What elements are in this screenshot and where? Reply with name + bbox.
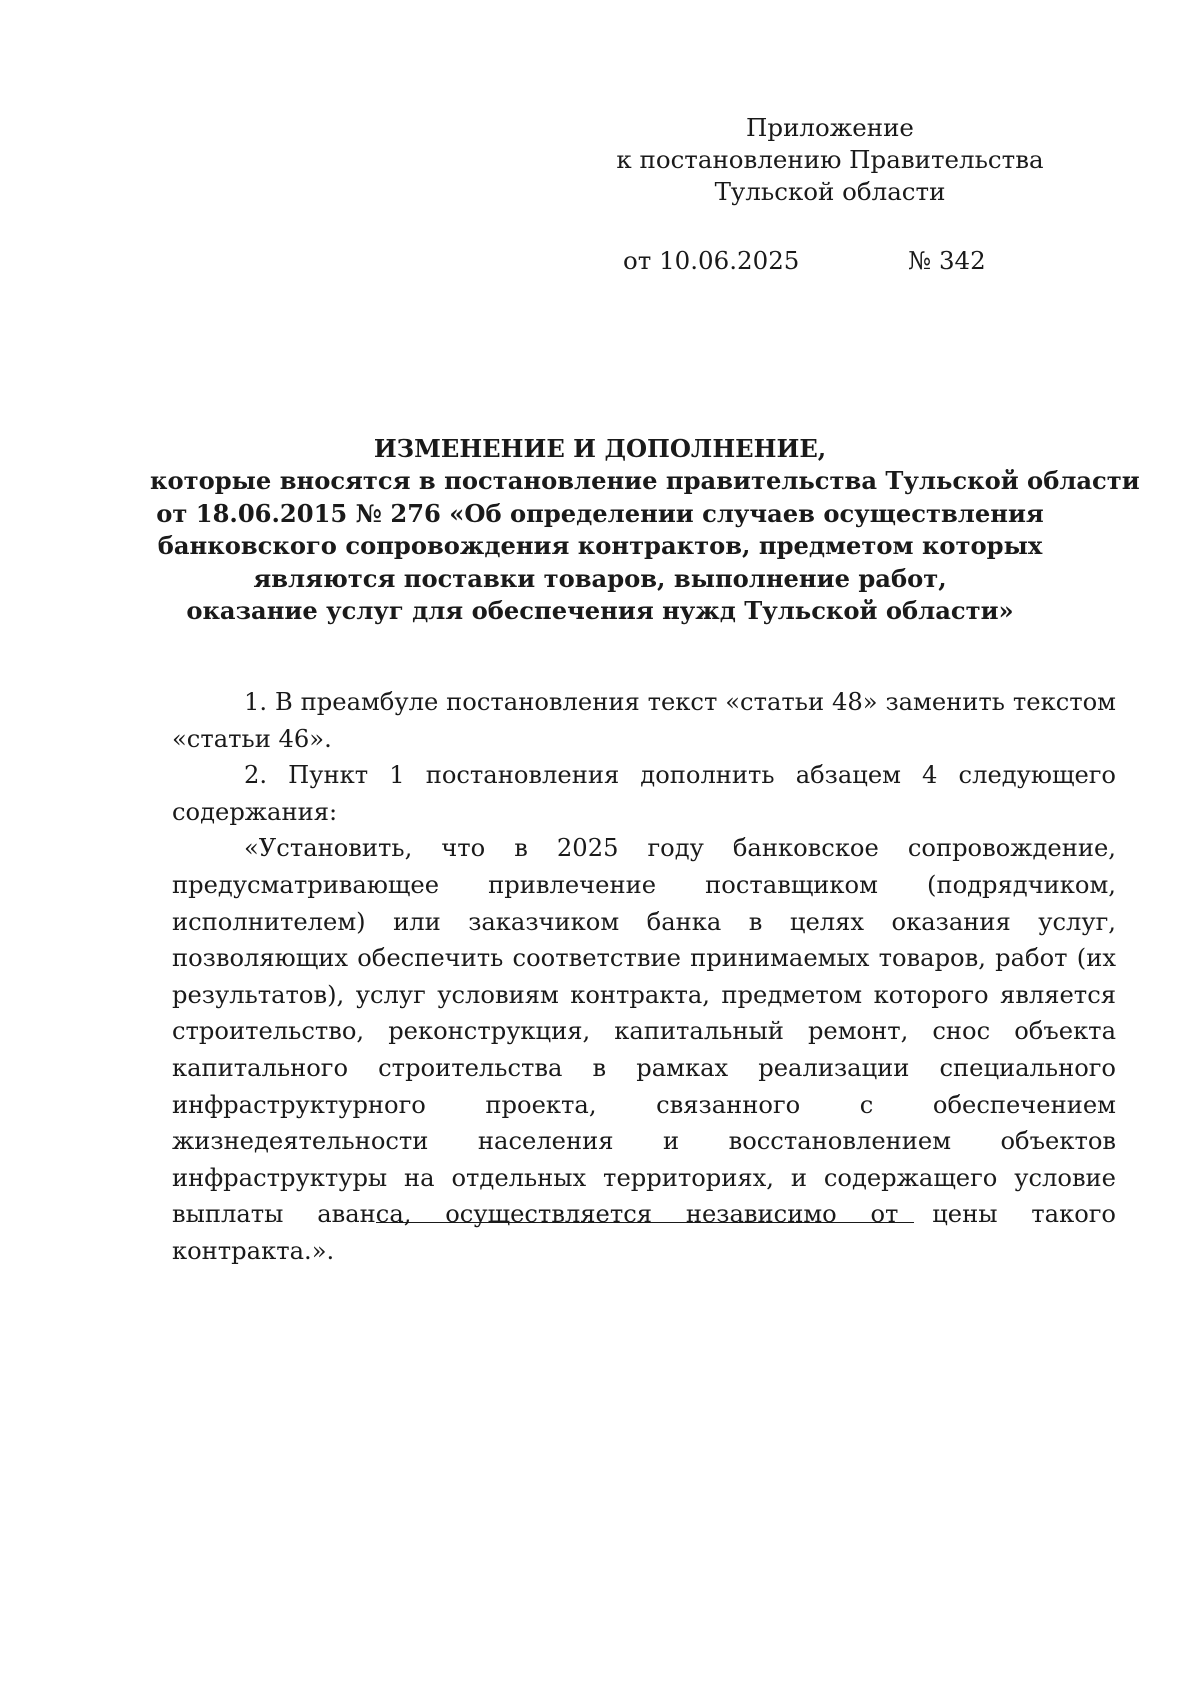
paragraph-2: 2. Пункт 1 постановления дополнить абзацем 4 следующего содержания: [172,761,1116,826]
document-title [150,433,1140,627]
title-line-3: от 18.06.2015 № 276 «Об определении случаев осуществления [156,498,1044,528]
appendix-label: Приложение [746,113,914,142]
appendix-reference: к постановлению Правительства [616,145,1044,174]
title-line-2: которые вносятся в постановление правительства Тульской области [150,466,1140,496]
title-line-4: банковского сопровождения контрактов, предметом которых [157,531,1043,561]
paragraph-1: 1. В преамбуле постановления текст «статьи 48» заменить текстом «статьи 46». [172,688,1116,753]
resolution-date: от 10.06.2025 [623,246,800,275]
appendix-header [600,112,1060,208]
title-line-1: ИЗМЕНЕНИЕ И ДОПОЛНЕНИЕ, [373,434,827,463]
document-body [172,684,1116,1270]
title-line-6: оказание услуг для обеспечения нужд Тульской области» [186,596,1014,626]
appendix-region: Тульской области [714,177,946,206]
resolution-number: № 342 [908,246,986,275]
paragraph-3-quote: «Установить, что в 2025 году банковское сопровождение, предусматривающее привлечение поставщиком (подрядчиком, исполнителем) или заказчиком банка в целях оказания услуг, позволяющих обеспечить соответствие принимаемых товаров, работ (их результатов), услуг условиям контракта, предметом которого является строительство, реконструкция, капитальный ремонт, снос объекта капитального строительства в рамках реализации специального инфраструктурного проекта, связанного с обеспечением жизнедеятельности населения и восстановлением объектов инфраструктуры на отдельных территориях, и содержащего условие выплаты аванса, осуществляется независимо от цены такого контракта.». [172,834,1116,1265]
resolution-date-row [0,244,1200,278]
title-line-5: являются поставки товаров, выполнение работ, [253,563,947,593]
end-separator-line [376,1222,914,1223]
